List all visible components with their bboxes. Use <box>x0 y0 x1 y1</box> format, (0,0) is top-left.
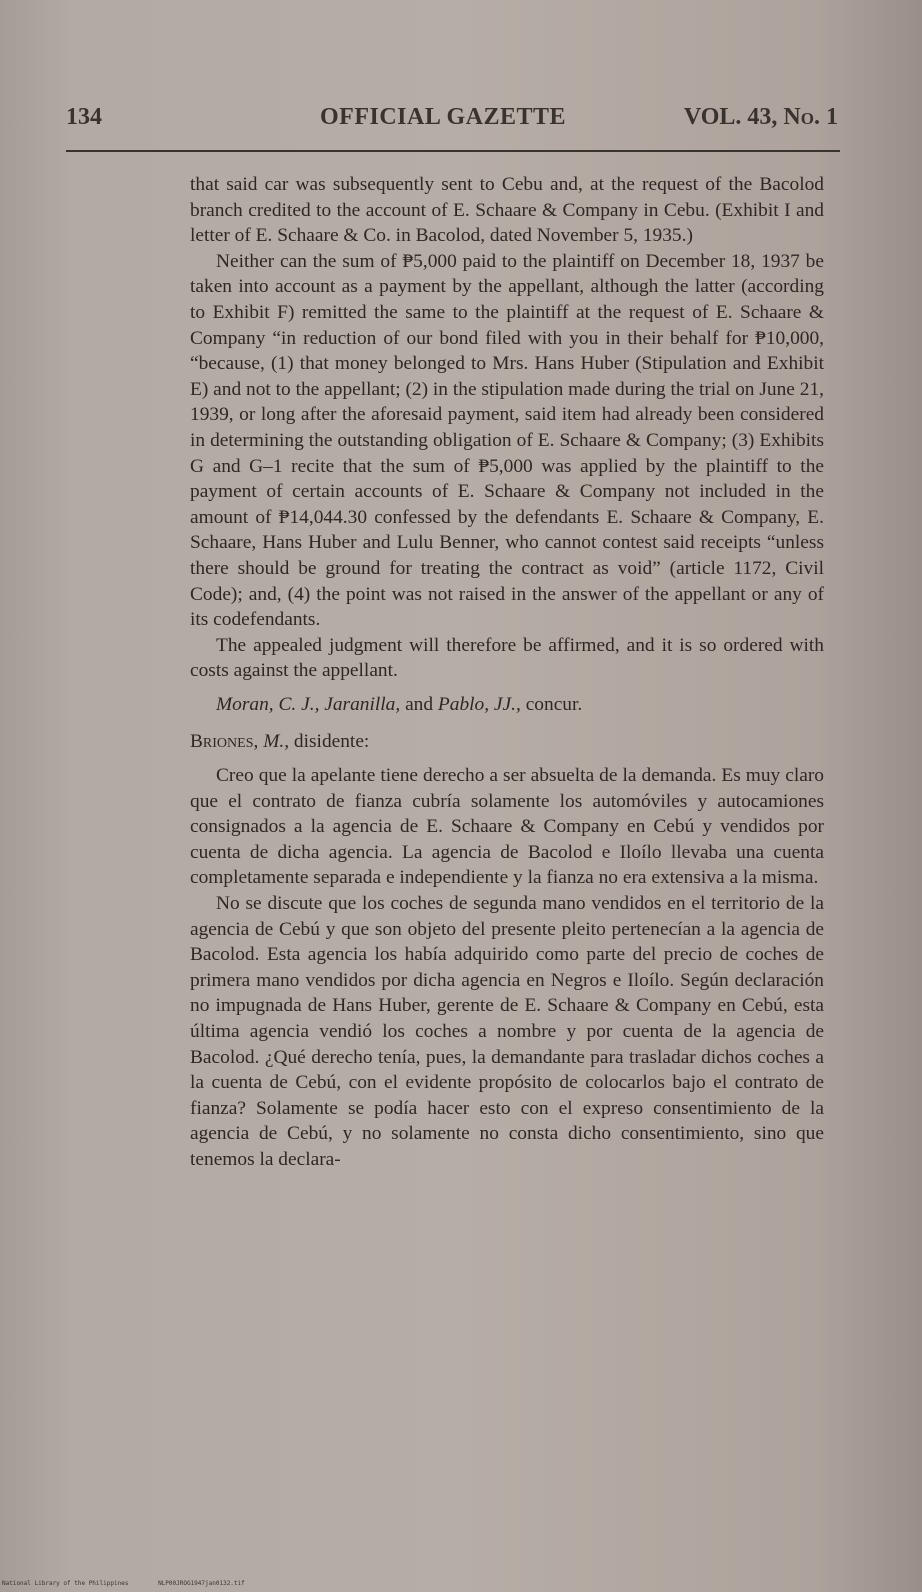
scan-footer <box>2 1580 271 1587</box>
paragraph-dissent-1: Creo que la apelante tiene derecho a ser absuelta de la demanda. Es muy claro que el contrato de fianza cubría solamente los automóviles y autocamiones consignados a la agencia de E. Schaare & Company en Cebú y vendidos por cuenta de dicha agencia. La agencia de Bacolod e Iloílo llevaba una cuenta completamente separada e independiente y la fianza no era extensiva a la misma. <box>190 765 824 889</box>
paragraph-payment: Neither can the sum of ₱5,000 paid to the plaintiff on December 18, 1937 be taken into account as a payment by the appellant, although the latter (according to Exhibit F) remitted the same to the plaintiff at the request of E. Schaare & Company “in reduction of our bond filed with you in their behalf for ₱10,000, “because, (1) that money belonged to Mrs. Hans Huber (Stipulation and Exhibit E) and not to the appellant; (2) in the stipulation made during the trial on June 21, 1939, or long after the aforesaid payment, said item had already been considered in determining the outstanding obligation of E. Schaare & Company; (3) Exhibits G and G–1 recite that the sum of ₱5,000 was applied by the plaintiff to the payment of certain accounts of E. Schaare & Company not included in the amount of ₱14,044.30 confessed by the defendants E. Schaare & Company, E. Schaare, Hans Huber and Lulu Benner, who cannot contest said receipts “unless there should be ground for treating the contract as void” (article 1172, Civil Code); and, (4) the point was not raised in the answer of the appellant or any of its codefendants. <box>190 250 824 631</box>
concurrence-line <box>190 692 824 718</box>
paragraph-dissent-2: No se discute que los coches de segunda mano vendidos en el territorio de la agencia de Cebú y que son objeto del presente pleito pertenecían a la agencia de Bacolod. Esta agencia los había adquirido como parte del precio de coches de primera mano vendidos por dicha agencia en Negros e Iloílo. Según declaración no impugnada de Hans Huber, gerente de E. Schaare & Company en Cebú, esta última agencia vendió los coches a nombre y por cuenta de la agencia de Bacolod. ¿Qué derecho tenía, pues, la demandante para trasladar dichos coches a la cuenta de Cebú, con el evidente propósito de colocarlos bajo el contrato de fianza? Solamente se podía hacer esto con el expreso consentimiento de la agencia de Cebú, y no solamente no consta dicho consentimiento, sino que tenemos la declara- <box>190 893 824 1170</box>
body-text <box>190 172 824 1173</box>
footer-library: National Library of the Philippines <box>2 1580 129 1587</box>
concur-justices: Moran, C. J., Jaranilla, <box>216 693 401 715</box>
paragraph-continuation: that said car was subsequently sent to Cebu and, at the request of the Bacolod branch credited to the account of E. Schaare & Company in Cebu. (Exhibit I and letter of E. Schaare & Co. in Bacolod, dated November 5, 1935.) <box>190 174 824 247</box>
publication-title: OFFICIAL GAZETTE <box>320 104 567 130</box>
volume-issue: VOL. 43, No. 1 <box>683 104 838 130</box>
header-rule <box>66 150 840 152</box>
dissent-title: M., <box>263 731 290 753</box>
page-number: 134 <box>66 104 102 130</box>
concur-pablo: Pablo, JJ., <box>437 693 521 715</box>
paragraph-judgment: The appealed judgment will therefore be affirmed, and it is so ordered with costs against the appellant. <box>190 634 824 682</box>
page-header <box>66 104 838 144</box>
concur-word: concur. <box>525 693 583 715</box>
dissent-heading <box>190 729 824 755</box>
footer-file: NLP00JROG1947jan0132.tif <box>158 1580 245 1587</box>
dissent-justice: Briones, <box>190 731 259 753</box>
concur-and: and <box>405 693 434 715</box>
dissent-label: disidente: <box>293 731 370 753</box>
